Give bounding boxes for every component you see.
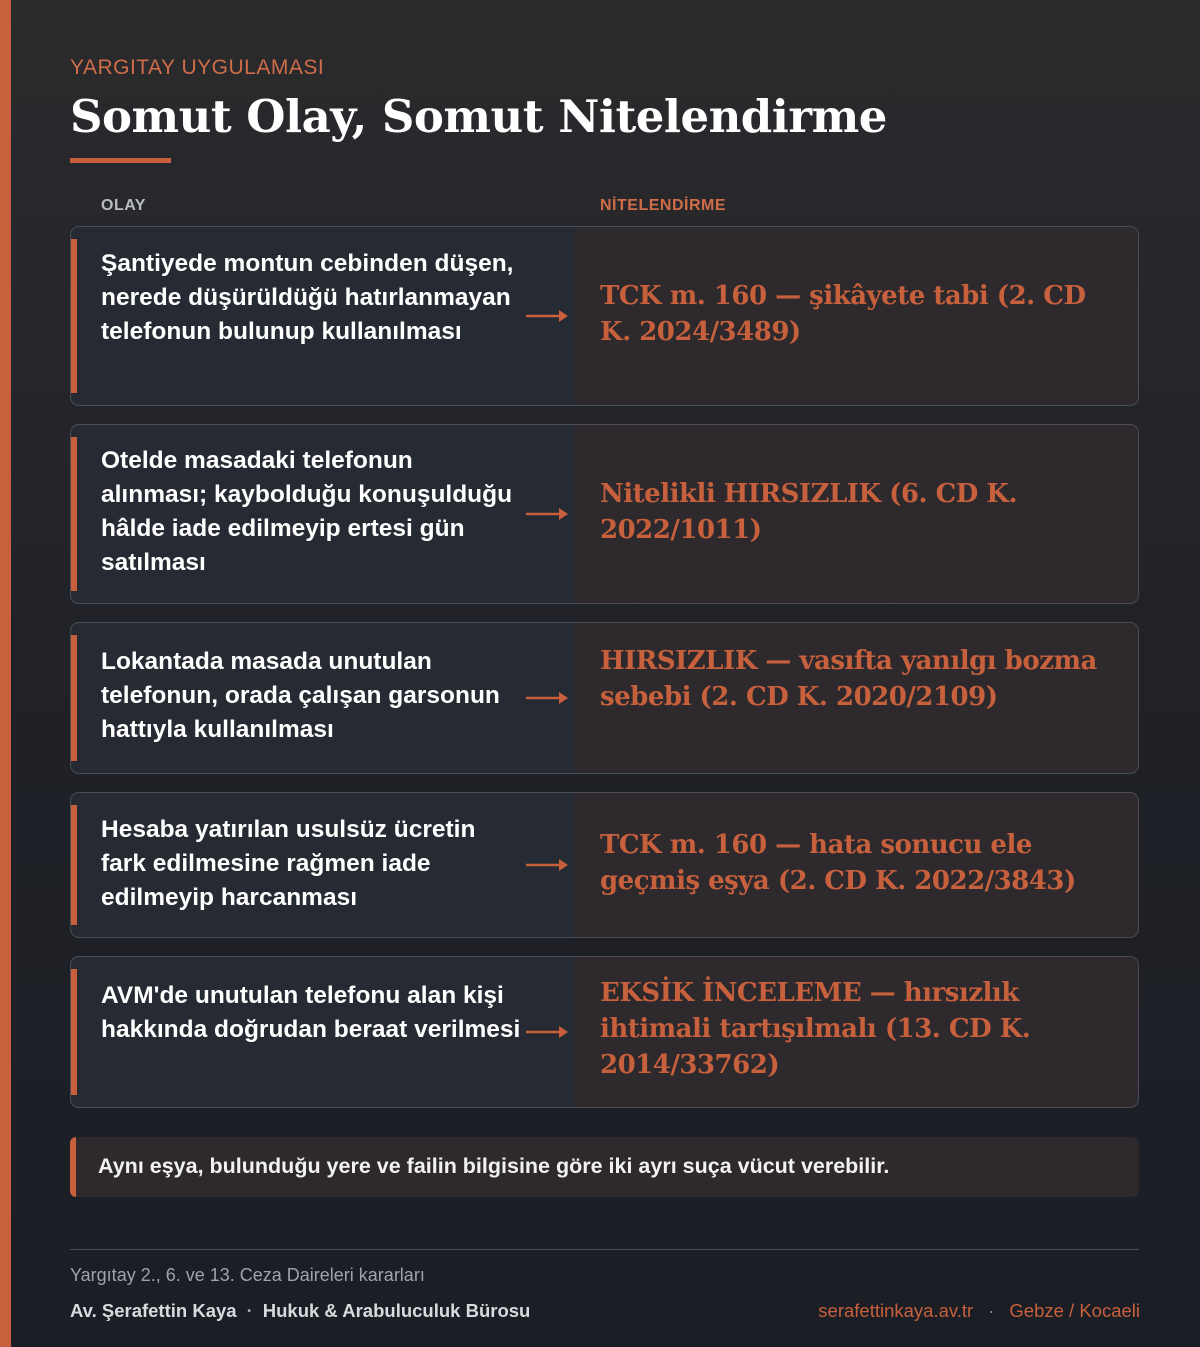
author-line [70,1300,530,1322]
row-olay-text: Lokantada masada unutulan telefonun, orada çalışan garsonun hattıyla kullanılması [101,648,500,743]
case-row [70,424,1139,604]
location-text: Gebze / Kocaeli [1009,1300,1140,1321]
row-accent-bar [71,635,77,761]
row-nitelendirme-panel [574,425,1138,603]
row-nitelendirme-panel [574,957,1138,1107]
row-accent-bar [71,239,77,393]
website-link[interactable]: serafettinkaya.av.tr [818,1300,974,1321]
case-row [70,792,1139,938]
row-nitelendirme-text: TCK m. 160 — hata sonucu ele geçmiş eşya (2. CD K. 2022/3843) [600,830,1076,896]
row-nitelendirme-panel [574,793,1138,937]
row-olay-text: Hesaba yatırılan usulsüz ücretin fark edilmesine rağmen iade edilmeyip harcanması [101,816,476,911]
row-accent-bar [71,969,77,1095]
arrow-right-icon [526,688,568,708]
row-nitelendirme-text: TCK m. 160 — şikâyete tabi (2. CD K. 2024/3489) [600,281,1086,347]
row-accent-bar [71,437,77,591]
author-name: Av. Şerafettin Kaya [70,1300,237,1321]
row-nitelendirme-text: HIRSIZLIK — vasıfta yanılgı bozma sebebi (2. CD K. 2020/2109) [600,646,1097,712]
left-accent-bar [0,0,11,1347]
row-olay-text: Otelde masadaki telefonun alınması; kaybolduğu konuşulduğu hâlde iade edilmeyip ertesi gün satılması [101,447,513,576]
office-name: Hukuk & Arabuluculuk Bürosu [262,1300,531,1321]
eyebrow-label: YARGITAY UYGULAMASI [70,56,325,79]
summary-callout [70,1137,1139,1197]
row-olay-text: Şantiyede montun cebinden düşen, nerede düşürüldüğü hatırlanmayan telefonun bulunup kullanılması [101,250,514,345]
title-underline [70,158,171,163]
source-note: Yargıtay 2., 6. ve 13. Ceza Daireleri kararları [70,1265,425,1285]
row-nitelendirme-text: EKSİK İNCELEME — hırsızlık ihtimali tartışılmalı (13. CD K. 2014/33762) [600,978,1031,1080]
callout-text: Aynı eşya, bulunduğu yere ve failin bilgisine göre iki ayrı suça vücut verebilir. [98,1154,890,1178]
case-row [70,226,1139,406]
author-separator: · [246,1300,253,1321]
row-nitelendirme-panel [574,227,1138,405]
case-row [70,622,1139,774]
case-row [70,956,1139,1108]
callout-accent-bar [70,1137,76,1197]
column-header-olay: OLAY [101,197,146,214]
page-title: Somut Olay, Somut Nitelendirme [70,90,887,143]
arrow-right-icon [526,855,568,875]
site-separator: · [988,1300,995,1321]
row-nitelendirme-text: Nitelikli HIRSIZLIK (6. CD K. 2022/1011) [600,479,1018,545]
footer-divider [70,1249,1139,1250]
column-header-nitelendirme: NİTELENDİRME [600,197,726,214]
arrow-right-icon [526,1022,568,1042]
arrow-right-icon [526,306,568,326]
site-line [818,1300,1140,1322]
row-accent-bar [71,805,77,925]
arrow-right-icon [526,504,568,524]
row-olay-text: AVM'de unutulan telefonu alan kişi hakkında doğrudan beraat verilmesi [101,982,521,1043]
row-nitelendirme-panel [574,623,1138,773]
